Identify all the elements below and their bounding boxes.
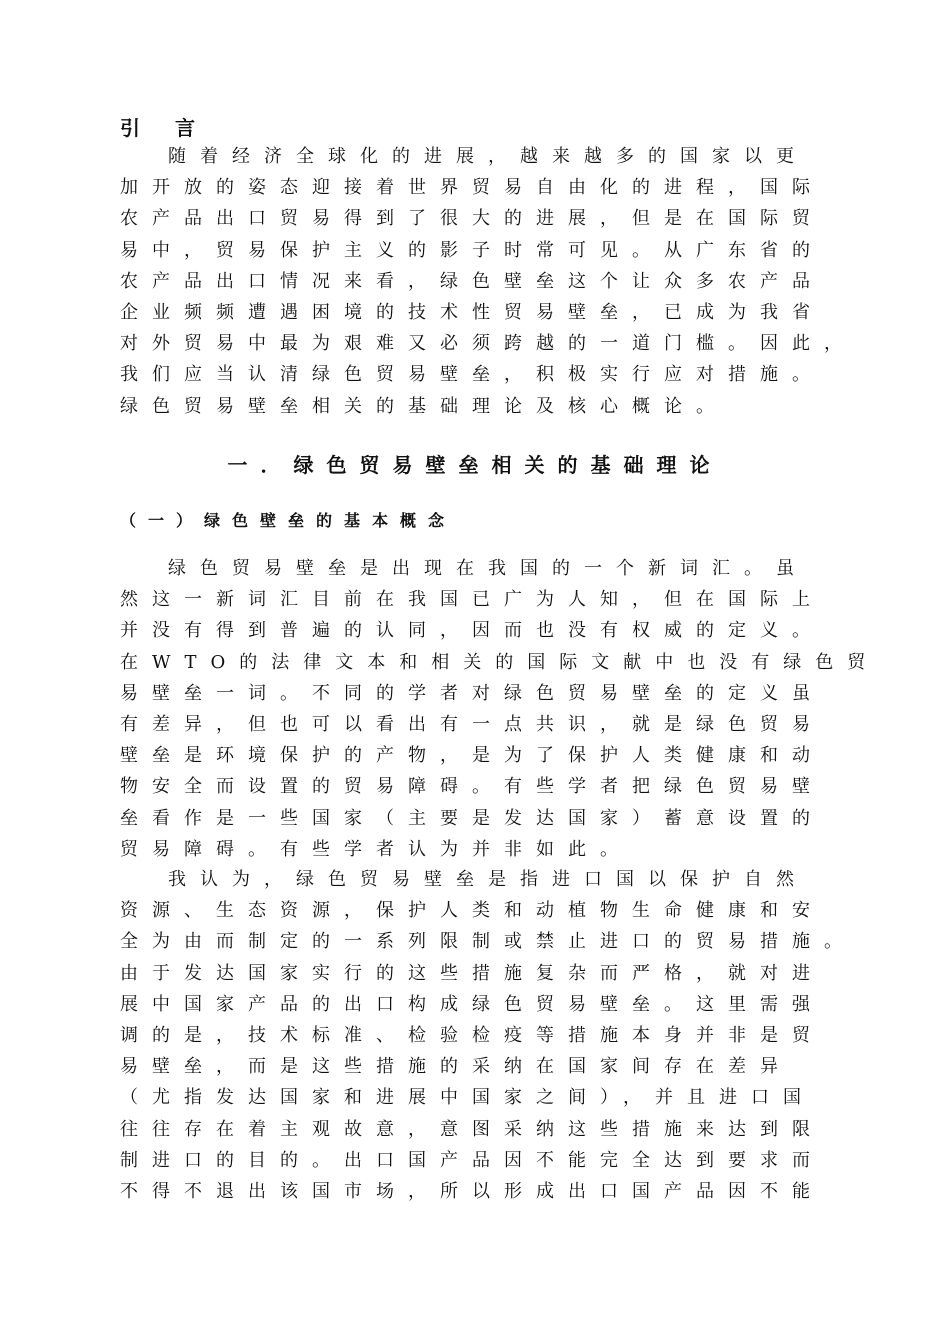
text-line: 绿色贸易壁垒是出现在我国的一个新词汇。虽 — [168, 558, 808, 579]
text-line: 由于发达国家实行的这些措施复杂而严格，就对进 — [120, 962, 824, 984]
text-line: 垒看作是一些国家（主要是发达国家）蓄意设置的 — [120, 807, 824, 829]
text-line: 我们应当认清绿色贸易壁垒，积极实行应对措施。 — [120, 364, 824, 386]
text-line: 随着经济全球化的进展，越来越多的国家以更 — [168, 146, 808, 167]
text-line: 壁垒是环境保护的产物，是为了保护人类健康和动 — [120, 745, 824, 767]
text-line: 贸易障碍。有些学者认为并非如此。 — [120, 838, 632, 860]
intro-heading: 引 言 — [120, 116, 209, 140]
text-line: 农产品出口贸易得到了很大的进展，但是在国际贸 — [120, 208, 824, 230]
sub-heading: （一）绿色壁垒的基本概念 — [120, 511, 457, 530]
text-line: 并没有得到普遍的认同，因而也没有权威的定义。 — [120, 620, 824, 642]
text-line: （尤指发达国家和进展中国家之间），并且进口国 — [120, 1087, 815, 1109]
text-line: 物安全而设置的贸易障碍。有些学者把绿色贸易壁 — [120, 776, 824, 798]
text-line: 有差异，但也可以看出有一点共识，就是绿色贸易 — [120, 713, 824, 735]
text-line: 在WTO的法律文本和相关的国际文献中也没有绿色贸 — [120, 651, 880, 673]
text-line: 易壁垒，而是这些措施的采纳在国家间存在差异 — [120, 1056, 792, 1078]
text-line: 不得不退出该国市场，所以形成出口国产品因不能 — [120, 1180, 824, 1202]
text-line: 易中，贸易保护主义的影子时常可见。从广东省的 — [120, 239, 824, 261]
text-line: 展中国家产品的出口构成绿色贸易壁垒。这里需强 — [120, 993, 824, 1015]
text-line: 全为由而制定的一系列限制或禁止进口的贸易措施。 — [120, 931, 856, 953]
text-line: 农产品出口情况来看，绿色壁垒这个让众多农产品 — [120, 270, 824, 292]
text-line: 企业频频遭遇困境的技术性贸易壁垒，已成为我省 — [120, 301, 824, 323]
text-line: 易壁垒一词。不同的学者对绿色贸易壁垒的定义虽 — [120, 682, 824, 704]
definition-paragraph — [120, 553, 880, 865]
text-line: 资源、生态资源，保护人类和动植物生命健康和安 — [120, 900, 824, 922]
text-line: 往往存在着主观故意，意图采纳这些措施来达到限 — [120, 1118, 824, 1140]
opinion-paragraph — [120, 864, 880, 1207]
section-heading: 一．绿色贸易壁垒相关的基础理论 — [227, 453, 723, 477]
text-line: 对外贸易中最为艰难又必须跨越的一道门槛。因此， — [120, 333, 856, 355]
text-line: 我认为，绿色贸易壁垒是指进口国以保护自然 — [168, 869, 808, 890]
text-line: 加开放的姿态迎接着世界贸易自由化的进程，国际 — [120, 177, 824, 199]
text-line: 制进口的目的。出口国产品因不能完全达到要求而 — [120, 1149, 824, 1171]
text-line: 绿色贸易壁垒相关的基础理论及核心概论。 — [120, 395, 728, 417]
text-line: 然这一新词汇目前在我国已广为人知，但在国际上 — [120, 589, 824, 611]
intro-paragraph — [120, 141, 880, 422]
text-line: 调的是，技术标准、检验检疫等措施本身并非是贸 — [120, 1024, 824, 1046]
